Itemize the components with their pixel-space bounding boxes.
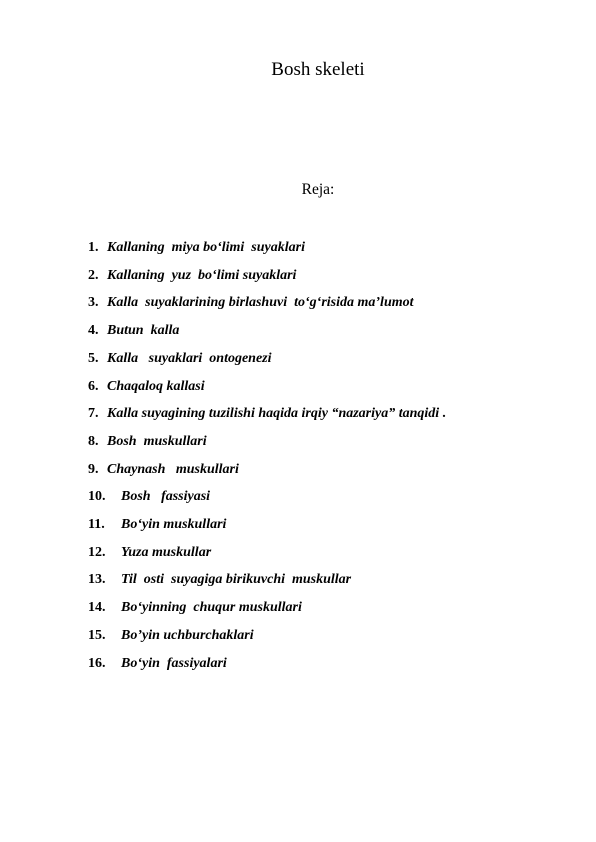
item-number: 12. — [88, 544, 106, 560]
item-text: Butun kalla — [107, 323, 180, 339]
item-number: 15. — [88, 627, 106, 643]
list-item — [88, 262, 558, 290]
item-text: Bosh muskullari — [107, 433, 207, 449]
plan-list — [88, 234, 558, 677]
list-item — [88, 456, 558, 484]
item-text: Bo‘yin fassiyalari — [121, 655, 227, 671]
item-text: Bo‘yin muskullari — [121, 517, 227, 533]
item-text: Kalla suyaklarining birlashuvi to‘g‘risida ma’lumot — [107, 295, 414, 311]
item-text: Kallaning miya bo‘limi suyaklari — [107, 240, 305, 255]
list-item — [88, 566, 558, 594]
list-item — [88, 594, 558, 622]
item-number: 8. — [88, 433, 99, 449]
plan-heading: Reja: — [301, 181, 335, 198]
item-text: Kallaning yuz bo‘limi suyaklari — [107, 267, 297, 283]
item-text: Chaqaloq kallasi — [107, 378, 205, 394]
list-item — [88, 289, 558, 317]
list-item — [88, 539, 558, 567]
document-title: Bosh skeleti — [271, 59, 365, 80]
item-number: 1. — [88, 240, 99, 255]
list-item — [88, 373, 558, 401]
item-number: 13. — [88, 572, 106, 588]
item-text: Kalla suyagining tuzilishi haqida irqiy “nazariya” tanqidi . — [107, 406, 447, 422]
list-item — [88, 511, 558, 539]
item-text: Bosh fassiyasi — [121, 489, 211, 505]
item-number: 16. — [88, 655, 106, 671]
item-number: 5. — [88, 350, 99, 366]
item-number: 4. — [88, 323, 99, 339]
item-text: Chaynash muskullari — [107, 461, 239, 477]
list-item — [88, 234, 558, 262]
item-number: 6. — [88, 378, 99, 394]
item-text: Yuza muskullar — [121, 544, 212, 560]
list-item — [88, 622, 558, 650]
item-text: Bo’yin uchburchaklari — [121, 627, 254, 643]
item-number: 10. — [88, 489, 106, 505]
list-item — [88, 345, 558, 373]
item-number: 11. — [88, 517, 105, 533]
item-number: 2. — [88, 267, 99, 283]
item-number: 14. — [88, 600, 106, 616]
item-number: 3. — [88, 295, 99, 311]
list-item — [88, 400, 558, 428]
item-number: 7. — [88, 406, 99, 422]
list-item — [88, 428, 558, 456]
list-item — [88, 650, 558, 678]
item-number: 9. — [88, 461, 99, 477]
item-text: Kalla suyaklari ontogenezi — [107, 350, 272, 366]
list-item — [88, 483, 558, 511]
item-text: Til osti suyagiga birikuvchi muskullar — [121, 572, 352, 588]
item-text: Bo‘yinning chuqur muskullari — [121, 600, 302, 616]
list-item — [88, 317, 558, 345]
